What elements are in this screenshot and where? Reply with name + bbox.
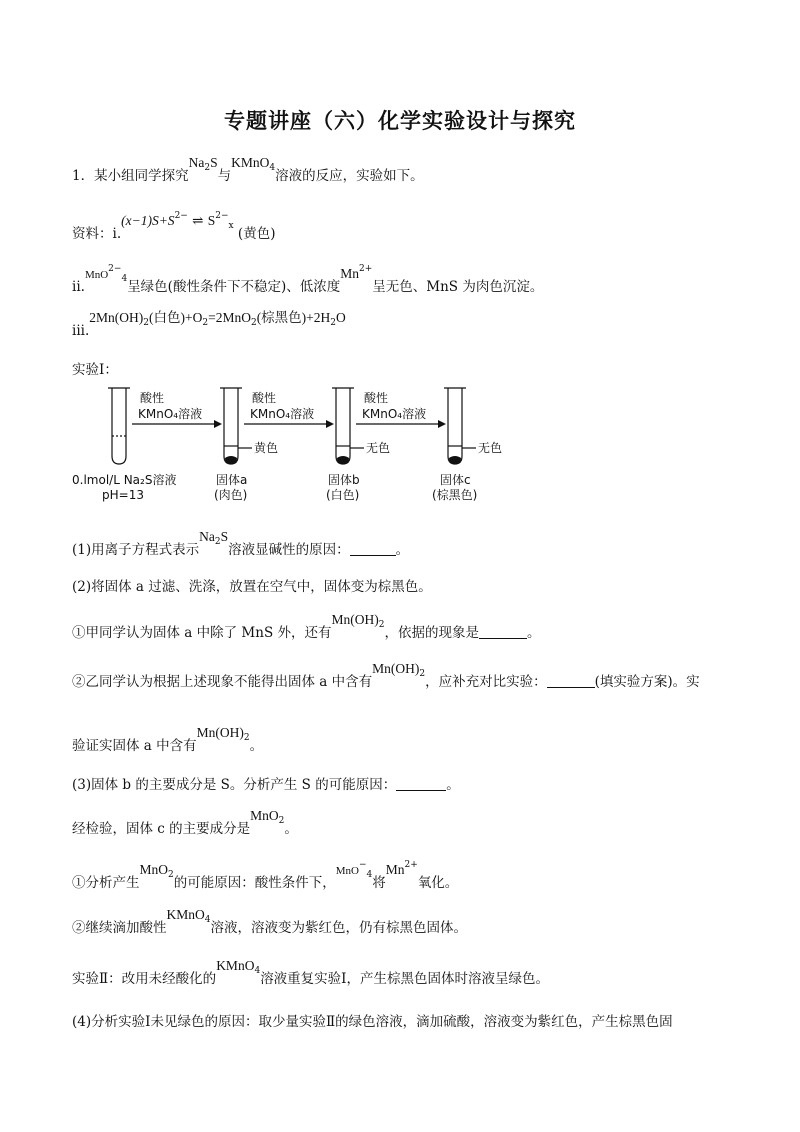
formula-mno4-2: MnO$^{2-}_4$ <box>84 264 128 284</box>
svg-text:pH=13: pH=13 <box>102 488 144 502</box>
answer-blank-4[interactable] <box>396 778 446 791</box>
reference-iii: $iii.2Mn(OH)_2$(白色)$+O_2=2MnO_2$(棕黑色)$+2H_2O$ <box>72 322 346 345</box>
svg-text:黄色: 黄色 <box>254 441 279 455</box>
experiment-2: 实验Ⅱ：改用未经酸化的KMnO$_4$溶液重复实验Ⅰ，产生棕黑色固体时溶液呈绿色。 <box>72 958 550 987</box>
svg-text:KMnO₄溶液: KMnO₄溶液 <box>362 407 427 421</box>
test-tube-3 <box>336 388 350 464</box>
question-1-3-d: ②继续滴加酸性KMnO$_4$溶液，溶液变为紫红色，仍有棕黑色固体。 <box>72 907 467 936</box>
reference-ii: ii.MnO$^{2-}_4$呈绿色(酸性条件下不稳定)、低浓度$Mn^{2+}$呈无色、MnS 为肉色沉淀。 <box>72 273 543 301</box>
question-1-3-b: 经检验，固体 c 的主要成分是MnO$_2$。 <box>72 808 298 837</box>
svg-text:(肉色): (肉色) <box>214 488 248 502</box>
svg-text:(白色): (白色) <box>326 488 360 502</box>
question-1-1: (1)用离子方程式表示$Na_2S$溶液显碱性的原因： 。 <box>72 529 410 558</box>
svg-text:固体b: 固体b <box>328 473 360 487</box>
svg-text:酸性: 酸性 <box>140 391 165 405</box>
formula-mn2plus: $Mn^{2+}$ <box>340 264 373 281</box>
svg-text:(棕黑色): (棕黑色) <box>432 488 478 502</box>
question-1-2: (2)将固体 a 过滤、洗涤，放置在空气中，固体变为棕黑色。 <box>72 579 432 595</box>
answer-blank-3[interactable] <box>547 675 595 688</box>
question-1-2-b: ②乙同学认为根据上述现象不能得出固体 a 中含有$Mn(OH)_2$，应补充对比实验： (填实验方案)。实 <box>72 661 700 690</box>
svg-text:酸性: 酸性 <box>252 391 277 405</box>
svg-text:KMnO₄溶液: KMnO₄溶液 <box>250 407 315 421</box>
formula-kmno4: KMnO$^4$ <box>231 155 276 173</box>
svg-text:0.lmol/L Na₂S溶液: 0.lmol/L Na₂S溶液 <box>72 473 177 487</box>
question-1-2-a: ①甲同学认为固体 a 中除了 MnS 外，还有$Mn(OH)_2$，依据的现象是 。 <box>72 612 541 641</box>
svg-text:KMnO₄溶液: KMnO₄溶液 <box>138 407 203 421</box>
experiment-1-label: 实验Ⅰ： <box>72 362 118 378</box>
answer-blank-1[interactable] <box>350 543 396 556</box>
question-1-2-c: 验证实固体 a 中含有$Mn(OH)_2$。 <box>72 725 264 754</box>
equation-sulfur: $(x-1)S+S^{2-}$ ⇌ $S^{2-}_x$ <box>121 211 234 231</box>
svg-text:无色: 无色 <box>478 441 503 455</box>
equation-mnoh2: $2Mn(OH)_2$(白色)$+O_2=2MnO_2$(棕黑色)$+2H_2O$ <box>89 310 346 328</box>
test-tube-2 <box>224 388 238 464</box>
svg-text:固体c: 固体c <box>440 473 471 487</box>
question-1-4: (4)分析实验Ⅰ未见绿色的原因：取少量实验Ⅱ的绿色溶液，滴加硫酸，溶液变为紫红色，产生棕黑色固 <box>72 1014 673 1030</box>
svg-text:固体a: 固体a <box>216 473 248 487</box>
question-1-3: (3)固体 b 的主要成分是 S。分析产生 S 的可能原因： 。 <box>72 777 460 793</box>
question-1-3-c: ①分析产生MnO$_2$的可能原因：酸性条件下，MnO−$_4$将$Mn^{2+}$氧化。 <box>72 860 459 891</box>
question-1-intro: 1．某小组同学探究Na$^2$S与KMnO$^4$溶液的反应，实验如下。 <box>72 167 424 190</box>
answer-blank-2[interactable] <box>479 626 527 639</box>
svg-text:酸性: 酸性 <box>364 391 389 405</box>
reference-i: 资料：$i.(x-1)S+S^{2-}$ ⇌ $S^{2-}_x$ (黄色) <box>72 220 275 248</box>
experiment-diagram <box>60 378 520 508</box>
formula-na2s: Na$^2$S <box>188 155 218 173</box>
svg-text:无色: 无色 <box>366 441 391 455</box>
page-title: 专题讲座（六）化学实验设计与探究 <box>224 109 576 133</box>
test-tube-1 <box>112 388 126 464</box>
test-tube-4 <box>448 388 462 464</box>
